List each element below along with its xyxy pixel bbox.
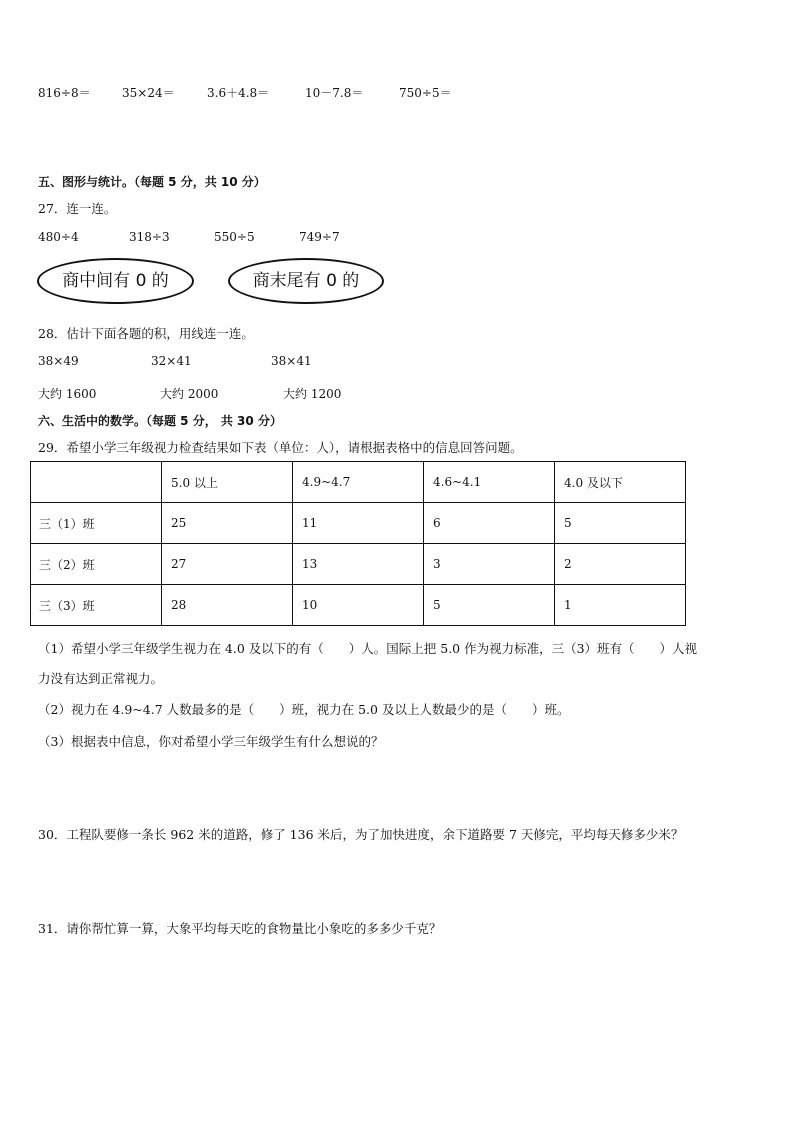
q28-expression: 32×41 [151, 354, 192, 368]
table-cell: 25 [162, 503, 293, 544]
calc-item: 3.6＋4.8＝ [207, 86, 270, 100]
table-cell: 5 [555, 503, 686, 544]
q28-expression: 38×49 [38, 354, 79, 368]
q29-sub1-line2: 力没有达到正常视力。 [38, 671, 164, 686]
table-cell: 13 [293, 544, 424, 585]
q28-expression: 38×41 [271, 354, 312, 368]
table-header-row [31, 462, 686, 503]
table-row [31, 503, 686, 544]
table-row [31, 585, 686, 626]
q28-answer: 大约 1200 [283, 387, 342, 401]
q28-title: 28．估计下面各题的积，用线连一连。 [38, 326, 254, 341]
q27-expression: 550÷5 [214, 230, 255, 244]
table-row-label: 三（2）班 [31, 544, 162, 585]
oval-label: 商末尾有 0 的 [252, 270, 360, 291]
table-row-label: 三（1）班 [31, 503, 162, 544]
q30-text: 30．工程队要修一条长 962 米的道路，修了 136 米后，为了加快进度，余下道路要 7 天修完，平均每天修多少米？ [38, 827, 684, 842]
q27-expression: 480÷4 [38, 230, 79, 244]
calc-item: 816÷8＝ [38, 86, 91, 100]
table-cell: 6 [424, 503, 555, 544]
q27-expression: 318÷3 [129, 230, 170, 244]
table-header-cell: 4.0 及以下 [555, 462, 686, 503]
table-cell: 10 [293, 585, 424, 626]
table-cell: 1 [555, 585, 686, 626]
table-row [31, 544, 686, 585]
q28-answer: 大约 1600 [38, 387, 97, 401]
calc-item: 35×24＝ [122, 86, 175, 100]
table-cell: 2 [555, 544, 686, 585]
oval-end-zero [228, 258, 384, 304]
table-cell: 28 [162, 585, 293, 626]
table-cell: 11 [293, 503, 424, 544]
table-cell: 3 [424, 544, 555, 585]
q28-answer: 大约 2000 [160, 387, 219, 401]
q29-title: 29．希望小学三年级视力检查结果如下表（单位：人），请根据表格中的信息回答问题。 [38, 440, 523, 455]
table-header-cell: 4.6~4.1 [424, 462, 555, 503]
table-header-cell: 5.0 以上 [162, 462, 293, 503]
table-cell: 27 [162, 544, 293, 585]
oval-label: 商中间有 0 的 [62, 270, 169, 291]
oval-middle-zero [37, 258, 194, 304]
table-row-label: 三（3）班 [31, 585, 162, 626]
q27-expression: 749÷7 [299, 230, 340, 244]
q31-text: 31．请你帮忙算一算，大象平均每天吃的食物量比小象吃的多多少千克？ [38, 921, 442, 936]
q29-sub2: （2）视力在 4.9~4.7 人数最多的是（ ）班，视力在 5.0 及以上人数最少的是（ ）班。 [38, 702, 570, 717]
section-5-title: 五、图形与统计。（每题 5 分，共 10 分） [38, 175, 266, 189]
q29-sub3: （3）根据表中信息，你对希望小学三年级学生有什么想说的？ [38, 734, 384, 749]
table-header-cell: 4.9~4.7 [293, 462, 424, 503]
calc-item: 750÷5＝ [399, 86, 452, 100]
table-header-cell [31, 462, 162, 503]
q27-title: 27．连一连。 [38, 201, 117, 216]
section-6-title: 六、生活中的数学。（每题 5 分， 共 30 分） [38, 414, 282, 428]
calc-item: 10－7.8＝ [305, 86, 364, 100]
q29-sub1-line1: （1）希望小学三年级学生视力在 4.0 及以下的有（ ）人。国际上把 5.0 作为视力标准，三（3）班有（ ）人视 [38, 641, 698, 656]
vision-table [30, 461, 686, 626]
table-cell: 5 [424, 585, 555, 626]
